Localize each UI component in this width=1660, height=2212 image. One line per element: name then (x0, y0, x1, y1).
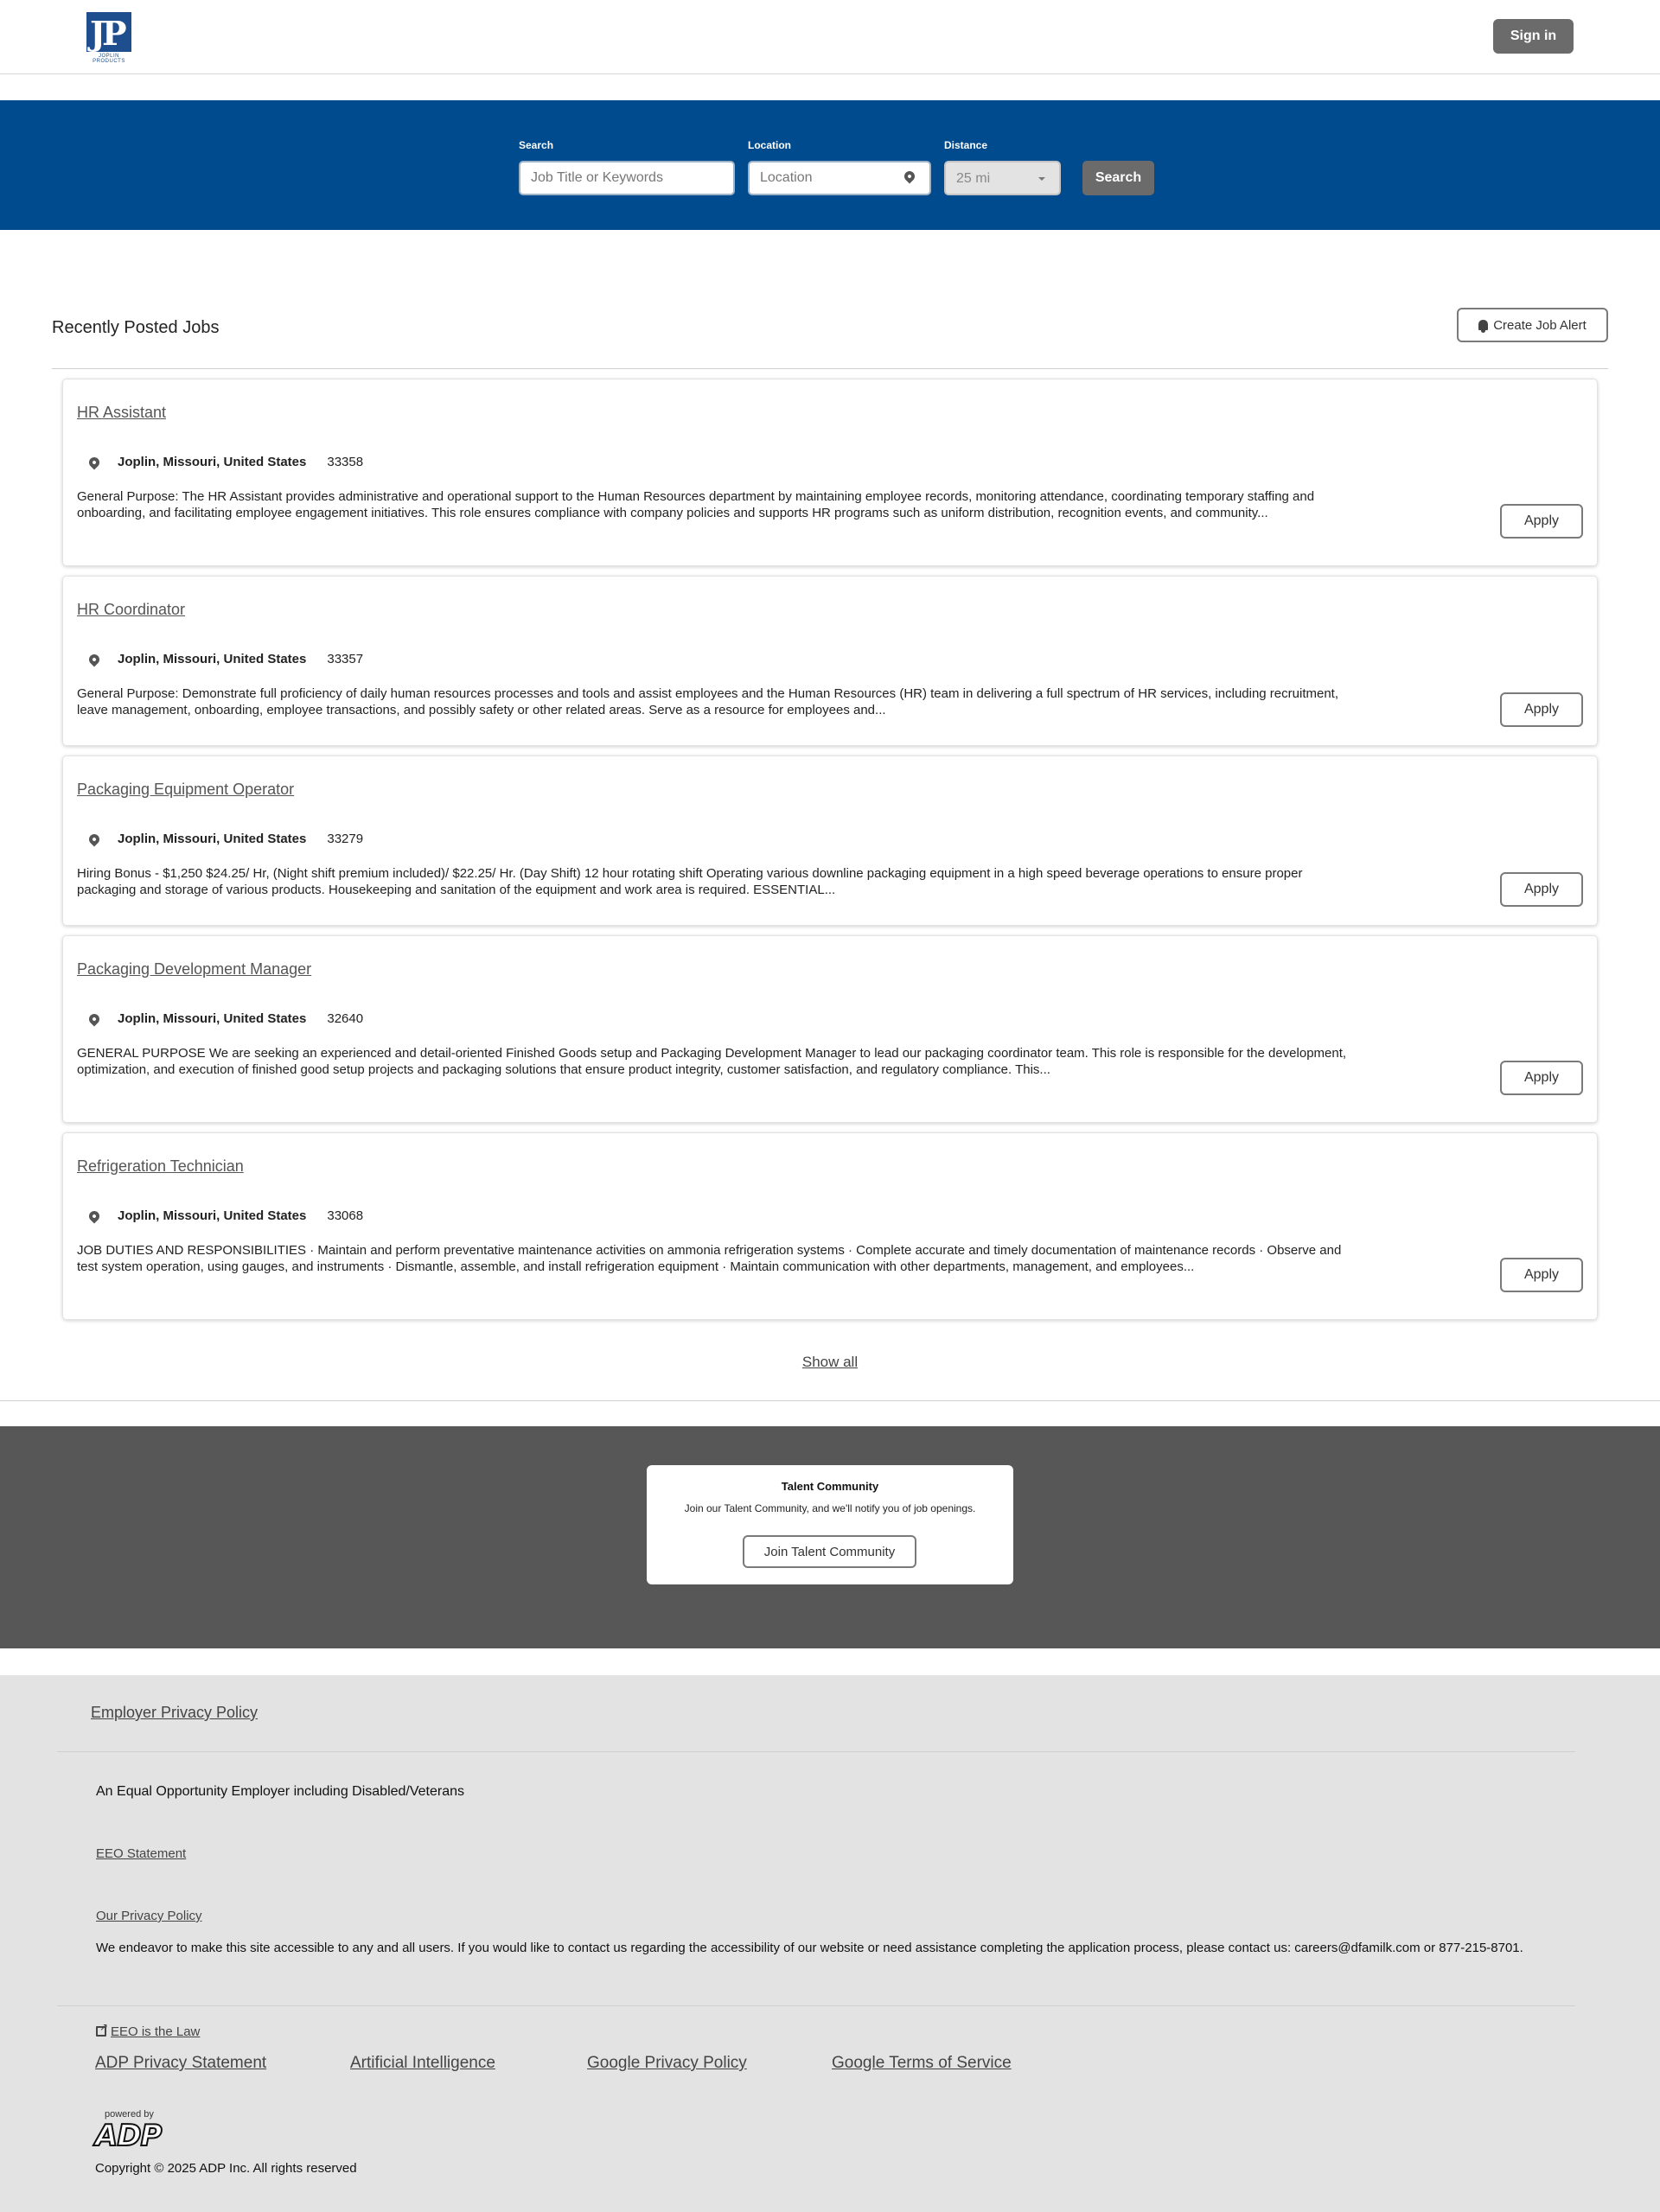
external-link-icon (96, 2026, 106, 2037)
job-card (62, 755, 1598, 926)
bell-icon (1478, 320, 1488, 330)
job-card (62, 935, 1598, 1123)
search-input[interactable] (519, 161, 735, 195)
show-all-link[interactable]: Show all (801, 1354, 859, 1370)
apply-button[interactable]: Apply (1500, 872, 1583, 907)
divider (57, 2005, 1575, 2006)
talent-community-title: Talent Community (781, 1480, 879, 1493)
google-terms-of-service-link[interactable]: Google Terms of Service (832, 2054, 1012, 2072)
our-privacy-policy-link[interactable]: Our Privacy Policy (96, 1909, 202, 1923)
apply-button[interactable]: Apply (1500, 504, 1583, 539)
company-logo[interactable] (85, 12, 133, 62)
location-pin-icon (87, 832, 102, 846)
distance-value: 25 mi (956, 171, 991, 186)
accessibility-statement: We endeavor to make this site accessible to any and all users. If you would like to contact us regarding the accessibility of our website or need assistance completing the application process, please contact us: careers@dfamilk.com or 877-215-8701. (96, 1941, 1523, 1955)
create-job-alert-label: Create Job Alert (1493, 317, 1587, 333)
search-button[interactable]: Search (1082, 161, 1154, 195)
job-id: 32640 (327, 1011, 364, 1026)
job-title-link[interactable]: Packaging Equipment Operator (77, 781, 295, 798)
section-title: Recently Posted Jobs (52, 318, 220, 337)
apply-button[interactable]: Apply (1500, 1258, 1583, 1292)
job-id: 33358 (327, 455, 364, 469)
adp-logo: ADP (95, 2119, 162, 2153)
location-pin-icon (87, 455, 102, 469)
job-meta (77, 652, 363, 666)
eeo-text: An Equal Opportunity Employer including Disabled/Veterans (96, 1784, 465, 1799)
employer-privacy-policy-link[interactable]: Employer Privacy Policy (91, 1704, 259, 1721)
job-description: General Purpose: The HR Assistant provides administrative and operational support to the Human Resources department by maintaining employee records, monitoring attendance, coordinating temporary staffing and onboarding, and facilitating employee engagement initiatives. This role ensures compliance with company policies and supports HR programs such as uniform distribution, recognition events, and community... (77, 489, 1315, 520)
location-label: Location (748, 139, 791, 151)
job-description: Hiring Bonus - $1,250 $24.25/ Hr, (Night shift premium included)/ $22.25/ Hr. (Day Shift) 12 hour rotating shift Operating various downline packaging equipment in a high speed beverage operations to ensure proper packaging and storage of various products. Housekeeping and sanitation of the equipment and work area is required. ESSENTIAL... (77, 866, 1303, 897)
divider (0, 1400, 1660, 1401)
powered-by-text: powered by (105, 2109, 154, 2120)
apply-button[interactable]: Apply (1500, 1061, 1583, 1095)
talent-community-card (647, 1465, 1013, 1584)
logo-mark: JP (86, 12, 131, 52)
job-id: 33068 (327, 1208, 364, 1223)
eeo-statement-link[interactable]: EEO Statement (96, 1846, 187, 1861)
job-card (62, 379, 1598, 566)
job-description: General Purpose: Demonstrate full proficiency of daily human resources processes and tools and assist employees and the Human Resources (HR) team in delivering a full spectrum of HR services, including recruitment, leave management, onboarding, employee transactions, and possibly safety or other related areas. Serve as a resource for employees and... (77, 686, 1338, 717)
divider (52, 368, 1608, 369)
job-title-link[interactable]: HR Coordinator (77, 601, 186, 618)
job-meta (77, 455, 363, 469)
job-location: Joplin, Missouri, United States (118, 1011, 307, 1026)
job-title-link[interactable]: Refrigeration Technician (77, 1157, 244, 1175)
adp-privacy-statement-link[interactable]: ADP Privacy Statement (95, 2054, 267, 2072)
eeo-is-the-law-link[interactable] (96, 2024, 200, 2039)
google-privacy-policy-link[interactable]: Google Privacy Policy (587, 2054, 747, 2072)
location-pin-icon (87, 652, 102, 666)
job-title-link[interactable]: Packaging Development Manager (77, 960, 312, 978)
job-id: 33279 (327, 832, 364, 846)
sign-in-button[interactable]: Sign in (1493, 19, 1574, 54)
location-pin-icon (87, 1208, 102, 1223)
job-meta (77, 1011, 363, 1026)
job-location: Joplin, Missouri, United States (118, 1208, 307, 1223)
job-description: JOB DUTIES AND RESPONSIBILITIES · Maintain and perform preventative maintenance activities on ammonia refrigeration systems · Complete accurate and timely documentation of maintenance records · Observe and test system operation, using gauges, and instruments · Dismantle, assemble, and install refrigeration equipment · Maintain communication with other departments, management, and employees... (77, 1243, 1342, 1274)
job-location: Joplin, Missouri, United States (118, 832, 307, 846)
join-talent-community-button[interactable]: Join Talent Community (743, 1535, 916, 1568)
chevron-down-icon (1038, 177, 1045, 181)
job-location: Joplin, Missouri, United States (118, 652, 307, 666)
job-description: GENERAL PURPOSE We are seeking an experienced and detail-oriented Finished Goods setup and Packaging Development Manager to lead our packaging coordinator team. This role is responsible for the development, optimization, and execution of finished good setup projects and packaging solutions that ensure product integrity, customer satisfaction, and regulatory compliance. This... (77, 1046, 1347, 1077)
job-card (62, 1132, 1598, 1320)
job-location: Joplin, Missouri, United States (118, 455, 307, 469)
distance-label: Distance (944, 139, 988, 151)
divider (57, 1751, 1575, 1752)
logo-caption: JOPLIN PRODUCTS (93, 54, 125, 64)
distance-select[interactable] (944, 161, 1061, 195)
create-job-alert-button[interactable] (1457, 308, 1608, 342)
job-card (62, 576, 1598, 746)
search-label: Search (519, 139, 554, 151)
job-title-link[interactable]: HR Assistant (77, 404, 167, 421)
job-meta (77, 832, 363, 846)
job-meta (77, 1208, 363, 1223)
eeo-is-the-law-label: EEO is the Law (111, 2024, 201, 2039)
site-header (0, 0, 1660, 74)
job-id: 33357 (327, 652, 364, 666)
copyright-text: Copyright © 2025 ADP Inc. All rights reserved (95, 2161, 357, 2176)
location-pin-icon (87, 1011, 102, 1026)
talent-community-text: Join our Talent Community, and we'll notify you of job openings. (684, 1502, 976, 1514)
apply-button[interactable]: Apply (1500, 692, 1583, 727)
artificial-intelligence-link[interactable]: Artificial Intelligence (350, 2054, 495, 2072)
